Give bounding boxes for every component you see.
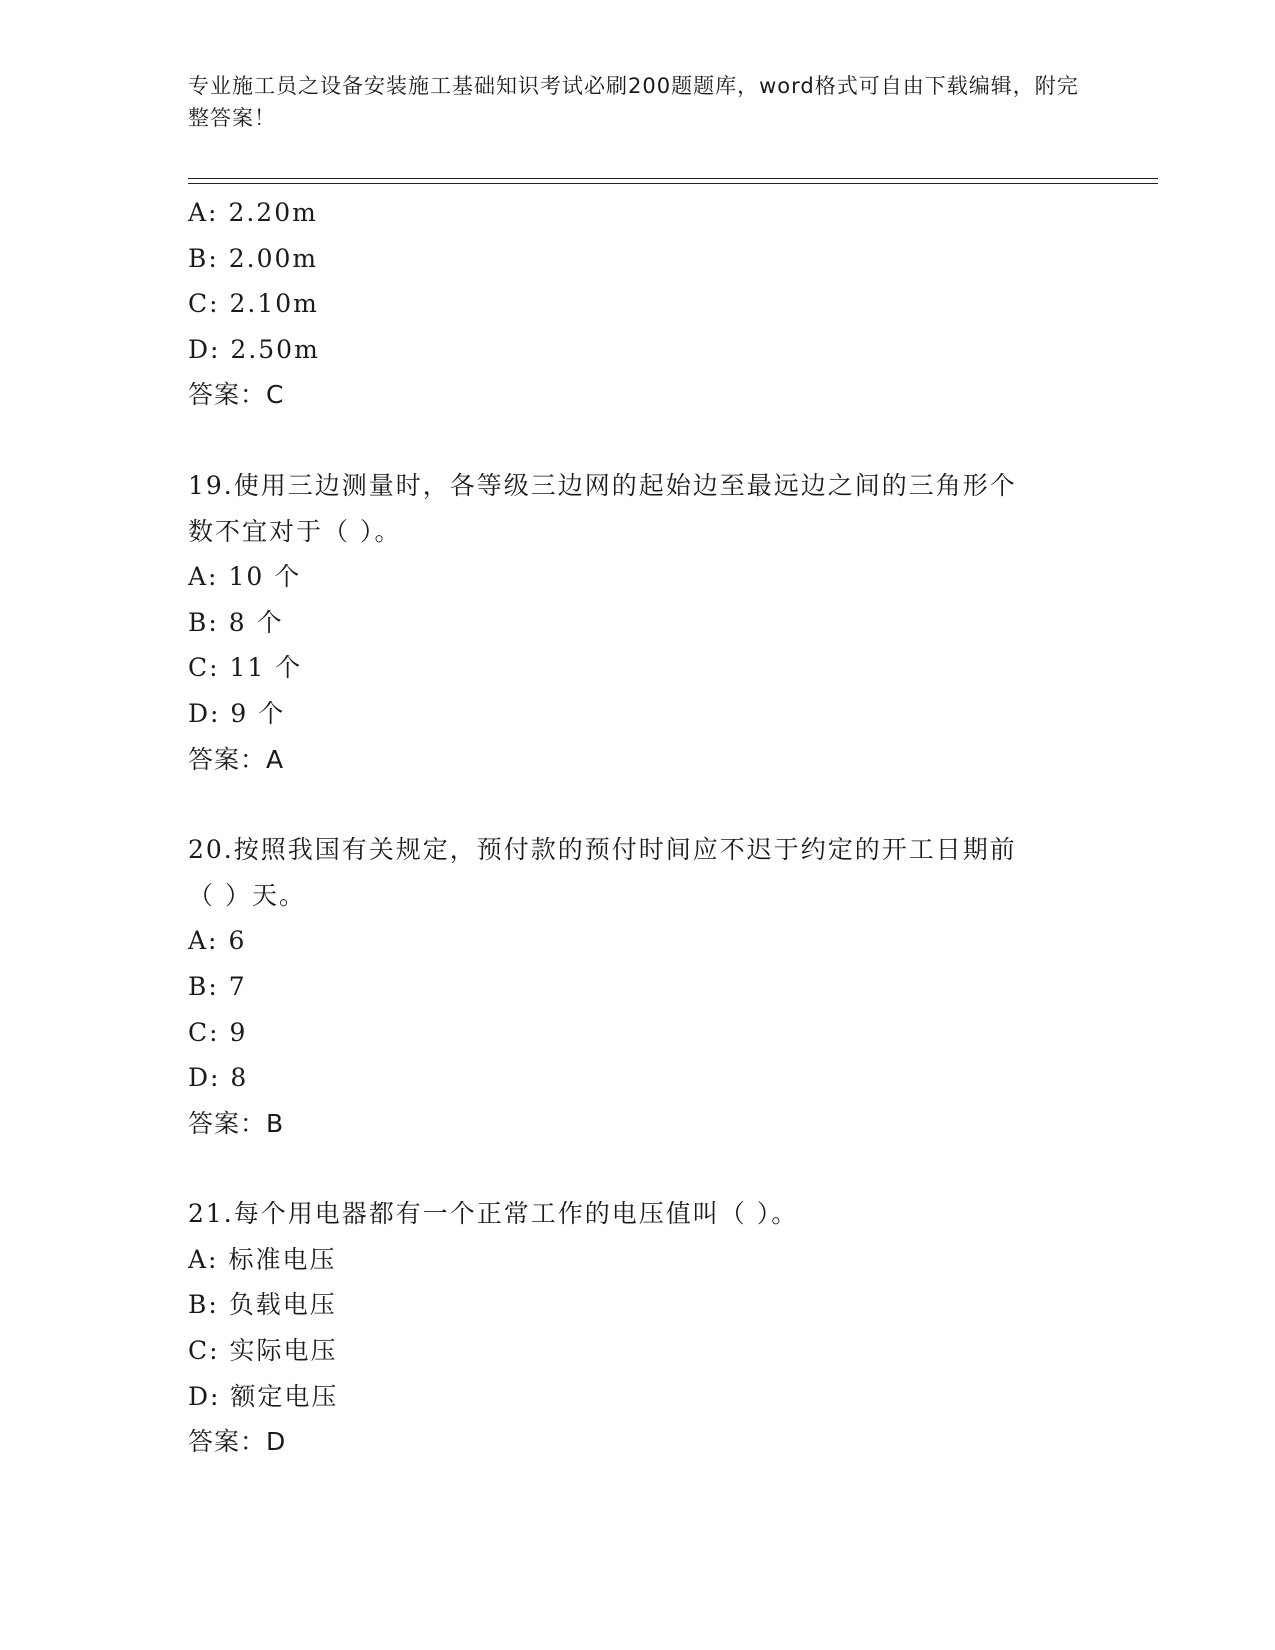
option-letter: C: (188, 1336, 220, 1366)
option-c (188, 281, 1088, 327)
option-text: 额定电压 (230, 1381, 339, 1411)
option-b (188, 600, 1088, 646)
question-spacer (188, 1146, 1088, 1191)
option-letter: D: (188, 698, 221, 728)
option-text: 9 个 (230, 698, 286, 728)
option-letter: C: (188, 653, 220, 683)
option-text: 11 个 (229, 653, 303, 683)
option-text: 2.50m (230, 334, 320, 364)
answer-label: 答案：A (188, 744, 285, 774)
option-c (188, 1328, 1088, 1374)
header-title: 专业施工员之设备安装施工基础知识考试必刷200题题库，word格式可自由下载编辑，附完整答案！ (188, 74, 1079, 130)
option-letter: C: (188, 289, 220, 319)
option-text: 7 (228, 971, 247, 1001)
option-a (188, 190, 1088, 236)
option-text: 8 (230, 1063, 249, 1093)
option-a (188, 1237, 1088, 1283)
question-text: 19.使用三边测量时，各等级三边网的起始边至最远边之间的三角形个 (188, 470, 1017, 500)
option-text: 8 个 (228, 607, 284, 637)
question-list (188, 190, 1088, 1465)
document-page (188, 70, 1158, 1457)
question-text: 21.每个用电器都有一个正常工作的电压值叫（ ）。 (188, 1199, 799, 1229)
option-letter: B: (188, 1290, 219, 1320)
option-b (188, 236, 1088, 282)
document-header (188, 70, 1088, 134)
option-d (188, 1374, 1088, 1420)
option-letter: A: (188, 926, 219, 956)
question-21 (188, 1191, 1088, 1465)
option-letter: B: (188, 243, 219, 273)
question-19 (188, 463, 1088, 782)
option-a (188, 554, 1088, 600)
option-letter: A: (188, 562, 219, 592)
option-d (188, 691, 1088, 737)
header-divider (188, 178, 1158, 184)
option-text: 实际电压 (229, 1336, 338, 1366)
option-letter: B: (188, 971, 219, 1001)
option-text: 2.00m (228, 243, 319, 273)
option-d (188, 1055, 1088, 1101)
option-letter: C: (188, 1017, 220, 1047)
question-text-continued: （ ）天。 (188, 880, 306, 910)
option-d (188, 327, 1088, 373)
question-spacer (188, 418, 1088, 463)
option-letter: D: (188, 1381, 221, 1411)
question-18-partial (188, 190, 1088, 418)
option-b (188, 964, 1088, 1010)
option-letter: D: (188, 1063, 221, 1093)
answer-label: 答案：D (188, 1427, 287, 1457)
answer-label: 答案：B (188, 1108, 285, 1138)
option-b (188, 1282, 1088, 1328)
question-spacer (188, 782, 1088, 827)
option-c (188, 1010, 1088, 1056)
option-letter: A: (188, 198, 219, 227)
question-20 (188, 827, 1088, 1146)
option-text: 负载电压 (228, 1290, 337, 1320)
option-letter: B: (188, 607, 219, 637)
option-letter: A: (188, 1244, 219, 1274)
option-letter: D: (188, 334, 221, 364)
answer-label: 答案：C (188, 380, 285, 410)
option-text: 2.20m (228, 198, 318, 227)
option-c (188, 645, 1088, 691)
option-text: 9 (229, 1017, 248, 1047)
option-a (188, 918, 1088, 964)
option-text: 6 (228, 926, 247, 956)
question-text-continued: 数不宜对于（ ）。 (188, 516, 402, 546)
option-text: 标准电压 (228, 1244, 337, 1274)
question-text: 20.按照我国有关规定，预付款的预付时间应不迟于约定的开工日期前 (188, 835, 1017, 865)
option-text: 2.10m (229, 289, 319, 319)
option-text: 10 个 (228, 562, 302, 592)
